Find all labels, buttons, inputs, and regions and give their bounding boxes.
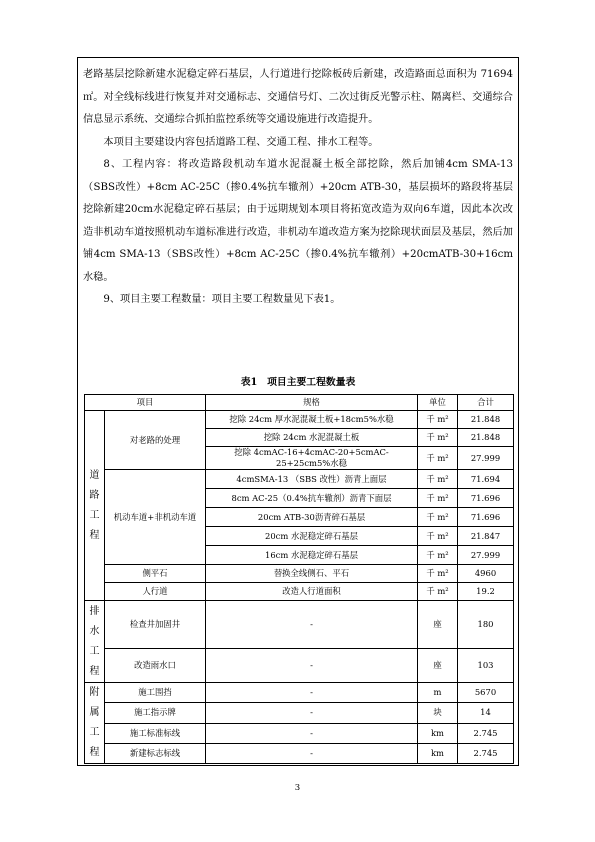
table-header-row bbox=[85, 395, 514, 411]
body-text bbox=[83, 64, 513, 312]
paragraph: 8、工程内容：将改造路段机动车道水泥混凝土板全部挖除，然后加铺4cm SMA-13（SBS改性）+8cm AC-25C（掺0.4%抗车辙剂）+20cm ATB-30，基层损坏的路段将基层挖除新建20cm水泥稳定碎石基层；由于远期规划本项目将拓宽改造为双向6车道，因此本次改造非机动车道按照机动车道标准进行改造，非机动车道改造方案为挖除现状面层及基层，然后加铺4cm SMA-13（SBS改性）+8cm AC-25C（掺0.4%抗车辙剂）+20cmATB-30+16cm水稳。 bbox=[83, 159, 513, 283]
spec-cell: 20cm 水泥稳定碎石基层 bbox=[206, 527, 418, 546]
unit-cell: 千 m² bbox=[418, 411, 458, 429]
sub-inlet: 改造雨水口 bbox=[105, 649, 206, 683]
spec-cell: 8cm AC-25（0.4%抗车辙剂）沥青下面层 bbox=[206, 489, 418, 508]
sub-new-marking: 新建标志标线 bbox=[105, 743, 206, 763]
quantity-table bbox=[84, 394, 514, 764]
unit-cell: 块 bbox=[418, 703, 458, 723]
unit-cell: km bbox=[418, 723, 458, 743]
spec-cell: - bbox=[206, 743, 418, 763]
vertical-char: 程 bbox=[89, 665, 100, 677]
spec-cell: 16cm 水泥稳定碎石基层 bbox=[206, 546, 418, 565]
table-row bbox=[85, 601, 514, 649]
vertical-char: 工 bbox=[89, 727, 100, 738]
total-cell: 2.745 bbox=[458, 723, 514, 743]
spec-cell: 改造人行道面积 bbox=[206, 583, 418, 601]
page-frame bbox=[77, 57, 519, 766]
sub-curb: 侧平石 bbox=[105, 565, 206, 583]
group-aux-label bbox=[85, 683, 105, 764]
sub-well: 检查井加固井 bbox=[105, 601, 206, 649]
spec-cell: 4cmSMA-13 （SBS 改性）沥青上面层 bbox=[206, 470, 418, 489]
paragraph: 老路基层挖除新建水泥稳定碎石基层，人行道进行挖除板砖后新建，改造路面总面积为 71694 ㎡。对全线标线进行恢复并对交通标志、交通信号灯、二次过街反光警示柱、隔离栏、交通综合信息显示系统、交通综合抓拍监控系统等交通设施进行改造提升。 bbox=[83, 69, 513, 125]
sub-walkway: 人行道 bbox=[105, 583, 206, 601]
table-row bbox=[85, 743, 514, 763]
spec-cell: - bbox=[206, 649, 418, 683]
spec-cell: - bbox=[206, 683, 418, 703]
unit-cell: 千 m² bbox=[418, 429, 458, 447]
unit-cell: m bbox=[418, 683, 458, 703]
total-cell: 4960 bbox=[458, 565, 514, 583]
table-row bbox=[85, 723, 514, 743]
unit-cell: 千 m² bbox=[418, 489, 458, 508]
paragraph: 9、项目主要工程数量：项目主要工程数量见下表1。 bbox=[103, 294, 341, 305]
total-cell: 5670 bbox=[458, 683, 514, 703]
total-cell: 27.999 bbox=[458, 546, 514, 565]
group-road-label bbox=[85, 411, 105, 601]
paragraph: 本项目主要建设内容包括道路工程、交通工程、排水工程等。 bbox=[103, 136, 379, 148]
total-cell: 21.847 bbox=[458, 527, 514, 546]
spec-cell: - bbox=[206, 703, 418, 723]
spec-cell: - bbox=[206, 601, 418, 649]
total-cell: 71.696 bbox=[458, 508, 514, 527]
spec-cell: 20cm ATB-30沥青碎石基层 bbox=[206, 508, 418, 527]
vertical-char: 程 bbox=[89, 747, 100, 758]
table-caption: 表1 项目主要工程数量表 bbox=[240, 377, 356, 388]
spec-cell: 挖除 4cmAC-16+4cmAC-20+5cmAC-25+25cm5%水稳 bbox=[206, 447, 418, 470]
unit-cell: 座 bbox=[418, 601, 458, 649]
vertical-char: 工 bbox=[89, 509, 100, 521]
vertical-char: 路 bbox=[89, 489, 100, 501]
total-cell: 71.696 bbox=[458, 489, 514, 508]
total-cell: 21.848 bbox=[458, 411, 514, 429]
table-row bbox=[85, 411, 514, 429]
vertical-char: 程 bbox=[89, 529, 100, 541]
table-row bbox=[85, 649, 514, 683]
header-unit: 单位 bbox=[418, 395, 458, 411]
unit-cell: 千 m² bbox=[418, 470, 458, 489]
vertical-char: 水 bbox=[89, 625, 100, 637]
unit-cell: km bbox=[418, 743, 458, 763]
total-cell: 2.745 bbox=[458, 743, 514, 763]
sub-signboard: 施工指示牌 bbox=[105, 703, 206, 723]
group-drain-label bbox=[85, 601, 105, 683]
total-cell: 21.848 bbox=[458, 429, 514, 447]
sub-marking: 施工标准标线 bbox=[105, 723, 206, 743]
page-number: 3 bbox=[294, 783, 301, 793]
table-row bbox=[85, 703, 514, 723]
header-item: 项目 bbox=[85, 395, 206, 411]
table-row bbox=[85, 565, 514, 583]
unit-cell: 千 m² bbox=[418, 565, 458, 583]
vertical-char: 属 bbox=[89, 707, 100, 718]
total-cell: 180 bbox=[458, 601, 514, 649]
total-cell: 71.694 bbox=[458, 470, 514, 489]
table-row bbox=[85, 683, 514, 703]
unit-cell: 千 m² bbox=[418, 447, 458, 470]
unit-cell: 千 m² bbox=[418, 527, 458, 546]
vertical-char: 道 bbox=[89, 469, 100, 481]
sub-old-road: 对老路的处理 bbox=[105, 411, 206, 470]
spec-cell: - bbox=[206, 723, 418, 743]
table-row bbox=[85, 470, 514, 489]
total-cell: 103 bbox=[458, 649, 514, 683]
header-spec: 规格 bbox=[206, 395, 418, 411]
header-total: 合计 bbox=[458, 395, 514, 411]
unit-cell: 座 bbox=[418, 649, 458, 683]
vertical-char: 工 bbox=[89, 645, 100, 657]
unit-cell: 千 m² bbox=[418, 546, 458, 565]
spec-cell: 挖除 24cm 水泥混凝土板 bbox=[206, 429, 418, 447]
unit-cell: 千 m² bbox=[418, 508, 458, 527]
spec-cell: 替换全线侧石、平石 bbox=[206, 565, 418, 583]
sub-enclosure: 施工围挡 bbox=[105, 683, 206, 703]
sub-lanes: 机动车道+非机动车道 bbox=[105, 470, 206, 565]
vertical-char: 附 bbox=[89, 687, 100, 698]
total-cell: 27.999 bbox=[458, 447, 514, 470]
total-cell: 14 bbox=[458, 703, 514, 723]
spec-cell: 挖除 24cm 厚水泥混凝土板+18cm5%水稳 bbox=[206, 411, 418, 429]
unit-cell: 千 m² bbox=[418, 583, 458, 601]
total-cell: 19.2 bbox=[458, 583, 514, 601]
table-row bbox=[85, 583, 514, 601]
vertical-char: 排 bbox=[89, 605, 100, 617]
